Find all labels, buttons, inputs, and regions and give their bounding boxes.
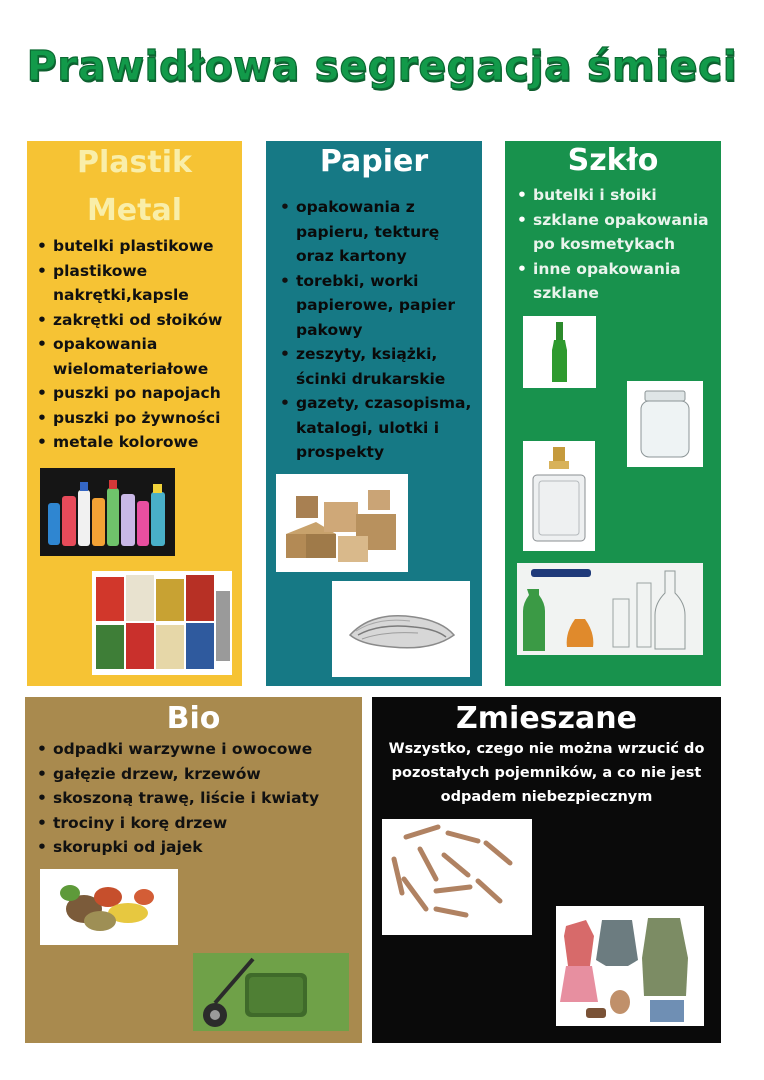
list-item: • zeszyty, książki, ścinki drukarskie [274,342,480,391]
glass-items-photo [517,563,703,655]
lawn-mower-photo [193,953,349,1031]
szklo-title: Szkło [567,143,659,178]
perfume-bottle-photo [523,441,595,551]
list-item: • odpadki warzywne i owocowe [31,737,362,762]
papier-title: Papier [319,144,429,179]
list-item: • inne opakowania szklane [511,257,721,306]
szklo-panel [505,141,721,686]
list-item: • plastikowe nakrętki,kapsle [31,259,242,308]
bones-photo [382,819,532,935]
zmieszane-panel [372,697,721,1043]
plastik-title: Plastik [77,145,192,180]
plastic-bottles-photo [40,468,175,556]
list-item: • opakowania z papieru, tekturę oraz kartony [274,195,480,269]
list-item: • skorupki od jajek [31,835,362,860]
zmieszane-description: Wszystko, czego nie można wrzucić do pozostałych pojemników, a co nie jest odpadem niebezpiecznym [388,741,705,805]
list-item: • metale kolorowe [31,430,242,455]
list-item: • puszki po napojach [31,381,242,406]
cardboard-boxes-photo [276,474,408,572]
page-title: Prawidłowa segregacja śmieci [26,42,738,90]
bio-panel [25,697,362,1043]
list-item: • butelki i słoiki [511,183,721,208]
bio-list [31,737,362,860]
food-cans-photo [92,571,232,675]
list-item: • butelki plastikowe [31,234,242,259]
list-item: • szklane opakowania po kosmetykach [511,208,721,257]
list-item: • skoszoną trawę, liście i kwiaty [31,786,362,811]
list-item: • zakrętki od słoików [31,308,242,333]
plastik-metal-panel [27,141,242,686]
bio-title: Bio [166,701,221,736]
list-item: • trociny i korę drzew [31,811,362,836]
list-item: • puszki po żywności [31,406,242,431]
food-waste-photo [40,869,178,945]
papier-panel [266,141,482,686]
list-item: • torebki, worki papierowe, papier pakowy [274,269,480,343]
list-item: • gazety, czasopisma, katalogi, ulotki i prospekty [274,391,480,465]
papier-list [274,195,480,465]
list-item: • opakowania wielomateriałowe [31,332,242,381]
szklo-list [511,183,721,306]
clothes-photo [556,906,704,1026]
zmieszane-title: Zmieszane [456,701,637,736]
newspaper-photo [332,581,470,677]
list-item: • gałęzie drzew, krzewów [31,762,362,787]
glass-jar-photo [627,381,703,467]
green-bottle-photo [523,316,596,388]
metal-title: Metal [86,193,183,228]
plastik-metal-list [31,234,242,455]
